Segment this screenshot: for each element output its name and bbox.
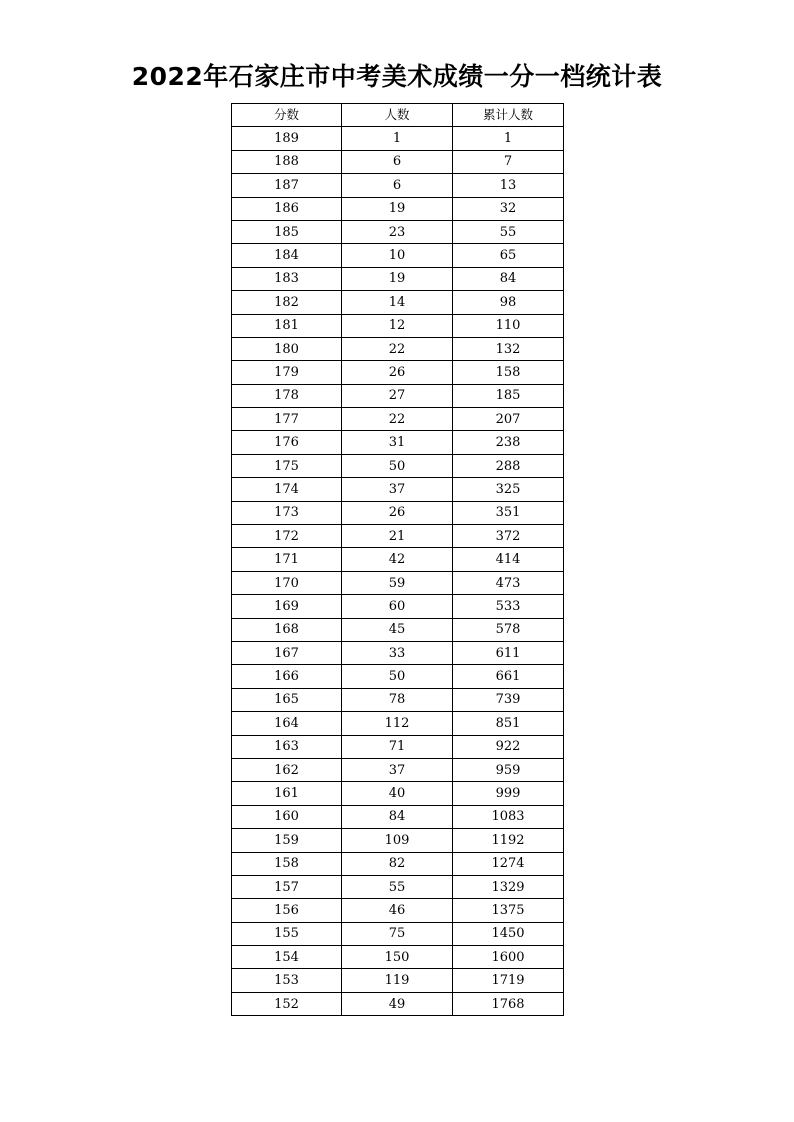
table-header-row <box>232 104 564 127</box>
table-row <box>232 805 564 828</box>
table-row <box>232 150 564 173</box>
cumulative-cell: 110 <box>453 314 564 337</box>
table-row <box>232 922 564 945</box>
score-cell: 178 <box>232 384 342 407</box>
score-cell: 154 <box>232 946 342 969</box>
score-cell: 173 <box>232 501 342 524</box>
score-cell: 165 <box>232 688 342 711</box>
count-cell: 82 <box>342 852 453 875</box>
score-cell: 158 <box>232 852 342 875</box>
count-cell: 22 <box>342 408 453 431</box>
count-cell: 37 <box>342 758 453 781</box>
score-cell: 161 <box>232 782 342 805</box>
score-cell: 163 <box>232 735 342 758</box>
score-cell: 157 <box>232 875 342 898</box>
cumulative-cell: 999 <box>453 782 564 805</box>
count-cell: 22 <box>342 337 453 360</box>
header-score: 分数 <box>232 104 342 127</box>
cumulative-cell: 739 <box>453 688 564 711</box>
cumulative-cell: 1450 <box>453 922 564 945</box>
count-cell: 119 <box>342 969 453 992</box>
table-row <box>232 478 564 501</box>
table-row <box>232 688 564 711</box>
cumulative-cell: 32 <box>453 197 564 220</box>
table-row <box>232 829 564 852</box>
cumulative-cell: 207 <box>453 408 564 431</box>
score-cell: 166 <box>232 665 342 688</box>
count-cell: 42 <box>342 548 453 571</box>
table-row <box>232 174 564 197</box>
table-row <box>232 501 564 524</box>
count-cell: 40 <box>342 782 453 805</box>
count-cell: 26 <box>342 361 453 384</box>
count-cell: 12 <box>342 314 453 337</box>
count-cell: 109 <box>342 829 453 852</box>
header-count: 人数 <box>342 104 453 127</box>
table-row <box>232 220 564 243</box>
table-body <box>232 127 564 1016</box>
table-row <box>232 548 564 571</box>
score-cell: 184 <box>232 244 342 267</box>
count-cell: 45 <box>342 618 453 641</box>
table-row <box>232 641 564 664</box>
count-cell: 71 <box>342 735 453 758</box>
count-cell: 46 <box>342 899 453 922</box>
count-cell: 6 <box>342 174 453 197</box>
cumulative-cell: 1600 <box>453 946 564 969</box>
table-row <box>232 992 564 1015</box>
table-row <box>232 595 564 618</box>
table-row <box>232 361 564 384</box>
cumulative-cell: 922 <box>453 735 564 758</box>
cumulative-cell: 1274 <box>453 852 564 875</box>
table-row <box>232 244 564 267</box>
score-cell: 179 <box>232 361 342 384</box>
cumulative-cell: 288 <box>453 454 564 477</box>
cumulative-cell: 959 <box>453 758 564 781</box>
score-cell: 187 <box>232 174 342 197</box>
score-cell: 172 <box>232 525 342 548</box>
cumulative-cell: 238 <box>453 431 564 454</box>
score-cell: 182 <box>232 291 342 314</box>
cumulative-cell: 65 <box>453 244 564 267</box>
cumulative-cell: 98 <box>453 291 564 314</box>
count-cell: 19 <box>342 197 453 220</box>
count-cell: 78 <box>342 688 453 711</box>
score-cell: 167 <box>232 641 342 664</box>
score-cell: 155 <box>232 922 342 945</box>
table-row <box>232 127 564 150</box>
cumulative-cell: 1719 <box>453 969 564 992</box>
score-cell: 175 <box>232 454 342 477</box>
cumulative-cell: 1 <box>453 127 564 150</box>
table-row <box>232 735 564 758</box>
count-cell: 60 <box>342 595 453 618</box>
table-row <box>232 946 564 969</box>
cumulative-cell: 1192 <box>453 829 564 852</box>
cumulative-cell: 325 <box>453 478 564 501</box>
score-cell: 159 <box>232 829 342 852</box>
cumulative-cell: 1768 <box>453 992 564 1015</box>
cumulative-cell: 158 <box>453 361 564 384</box>
score-cell: 168 <box>232 618 342 641</box>
table-row <box>232 618 564 641</box>
score-cell: 181 <box>232 314 342 337</box>
count-cell: 19 <box>342 267 453 290</box>
count-cell: 23 <box>342 220 453 243</box>
table-row <box>232 267 564 290</box>
score-cell: 160 <box>232 805 342 828</box>
cumulative-cell: 661 <box>453 665 564 688</box>
count-cell: 50 <box>342 454 453 477</box>
score-cell: 185 <box>232 220 342 243</box>
cumulative-cell: 473 <box>453 571 564 594</box>
count-cell: 6 <box>342 150 453 173</box>
table-row <box>232 431 564 454</box>
table-row <box>232 782 564 805</box>
cumulative-cell: 414 <box>453 548 564 571</box>
count-cell: 33 <box>342 641 453 664</box>
cumulative-cell: 611 <box>453 641 564 664</box>
table-row <box>232 758 564 781</box>
table-row <box>232 899 564 922</box>
score-distribution-table <box>231 103 564 1016</box>
score-cell: 162 <box>232 758 342 781</box>
table-row <box>232 665 564 688</box>
score-cell: 164 <box>232 712 342 735</box>
table-row <box>232 454 564 477</box>
table-row <box>232 969 564 992</box>
cumulative-cell: 578 <box>453 618 564 641</box>
count-cell: 31 <box>342 431 453 454</box>
count-cell: 55 <box>342 875 453 898</box>
score-cell: 174 <box>232 478 342 501</box>
score-cell: 169 <box>232 595 342 618</box>
count-cell: 112 <box>342 712 453 735</box>
table-row <box>232 197 564 220</box>
count-cell: 49 <box>342 992 453 1015</box>
table-row <box>232 852 564 875</box>
table-row <box>232 875 564 898</box>
cumulative-cell: 351 <box>453 501 564 524</box>
score-cell: 171 <box>232 548 342 571</box>
score-cell: 183 <box>232 267 342 290</box>
score-cell: 186 <box>232 197 342 220</box>
score-cell: 152 <box>232 992 342 1015</box>
count-cell: 27 <box>342 384 453 407</box>
score-cell: 177 <box>232 408 342 431</box>
header-cumulative: 累计人数 <box>453 104 564 127</box>
table-row <box>232 712 564 735</box>
page-title: 2022年石家庄市中考美术成绩一分一档统计表 <box>131 61 663 91</box>
score-cell: 156 <box>232 899 342 922</box>
count-cell: 14 <box>342 291 453 314</box>
cumulative-cell: 84 <box>453 267 564 290</box>
cumulative-cell: 1329 <box>453 875 564 898</box>
table-row <box>232 525 564 548</box>
table-row <box>232 314 564 337</box>
score-cell: 188 <box>232 150 342 173</box>
count-cell: 21 <box>342 525 453 548</box>
table-row <box>232 571 564 594</box>
table-row <box>232 291 564 314</box>
cumulative-cell: 1083 <box>453 805 564 828</box>
cumulative-cell: 55 <box>453 220 564 243</box>
cumulative-cell: 185 <box>453 384 564 407</box>
count-cell: 50 <box>342 665 453 688</box>
score-cell: 170 <box>232 571 342 594</box>
cumulative-cell: 851 <box>453 712 564 735</box>
count-cell: 84 <box>342 805 453 828</box>
cumulative-cell: 13 <box>453 174 564 197</box>
cumulative-cell: 372 <box>453 525 564 548</box>
count-cell: 75 <box>342 922 453 945</box>
count-cell: 1 <box>342 127 453 150</box>
score-cell: 176 <box>232 431 342 454</box>
cumulative-cell: 7 <box>453 150 564 173</box>
score-cell: 180 <box>232 337 342 360</box>
cumulative-cell: 132 <box>453 337 564 360</box>
table-row <box>232 337 564 360</box>
cumulative-cell: 1375 <box>453 899 564 922</box>
score-cell: 189 <box>232 127 342 150</box>
count-cell: 150 <box>342 946 453 969</box>
count-cell: 26 <box>342 501 453 524</box>
count-cell: 59 <box>342 571 453 594</box>
table-row <box>232 408 564 431</box>
table-row <box>232 384 564 407</box>
count-cell: 10 <box>342 244 453 267</box>
count-cell: 37 <box>342 478 453 501</box>
score-cell: 153 <box>232 969 342 992</box>
cumulative-cell: 533 <box>453 595 564 618</box>
